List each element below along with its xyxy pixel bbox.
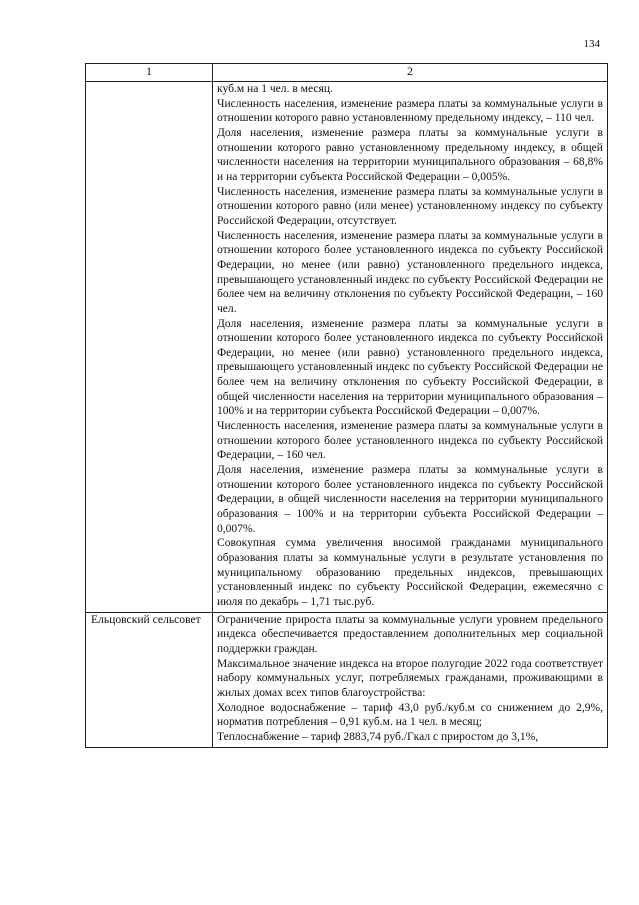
table-header-row: [86, 64, 608, 82]
paragraph: Максимальное значение индекса на второе полугодие 2022 года соответствует набору коммунальных услуг, потребляемых гражданами, проживающими в жилых домах всех типов благоустройства:: [217, 657, 603, 699]
paragraph: Совокупная сумма увеличения вносимой гражданами муниципального образования платы за коммунальные услуги в результате установления по муниципальному образованию предельных индексов, превышающих установленный индекс по субъекту Российской Федерации, ежемесячно с июля по декабрь – 1,71 тыс.руб.: [217, 537, 603, 608]
municipality-cell: Ельцовский сельсовет: [86, 612, 213, 747]
table-row: [86, 82, 608, 613]
column-header-2: 2: [213, 64, 608, 82]
paragraph: Численность населения, изменение размера платы за коммунальные услуги в отношении которого более установленного индекса по субъекту Российской Федерации, – 160 чел.: [217, 420, 603, 462]
table-row: [86, 612, 608, 747]
municipality-cell: [86, 82, 213, 613]
page-number: 134: [583, 38, 600, 50]
paragraph: Численность населения, изменение размера платы за коммунальные услуги в отношении которого равно установленному предельному индексу, – 110 чел.: [217, 97, 603, 125]
description-cell: [213, 612, 608, 747]
paragraph: Численность населения, изменение размера платы за коммунальные услуги в отношении которого более установленного индекса по субъекту Российской Федерации, но менее (или равно) установленного предельного индекса, превышающего установленный индекс по субъекту Российской Федерации не более чем на величину отклонения по субъекту Российской Федерации, – 160 чел.: [217, 229, 603, 315]
paragraph: Доля населения, изменение размера платы за коммунальные услуги в отношении которого более установленного индекса по субъекту Российской Федерации, в общей численности населения на территории муниципального образования – 100% и на территории субъекта Российской Федерации – 0,007%.: [217, 464, 603, 535]
paragraph: куб.м на 1 чел. в месяц.: [217, 83, 333, 95]
document-table: [85, 63, 608, 748]
description-cell: [213, 82, 608, 613]
paragraph: Ограничение прироста платы за коммунальные услуги уровнем предельного индекса обеспечивается предоставлением дополнительных мер социальной поддержки граждан.: [217, 613, 603, 655]
paragraph: Теплоснабжение – тариф 2883,74 руб./Гкал с приростом до 3,1%,: [217, 730, 539, 743]
paragraph: Холодное водоснабжение – тариф 43,0 руб./куб.м со снижением до 2,9%, норматив потребления – 0,91 куб.м. на 1 чел. в месяц;: [217, 701, 603, 729]
paragraph: Доля населения, изменение размера платы за коммунальные услуги в отношении которого равно установленному предельному индексу, в общей численности населения на территории муниципального образования – 68,8% и на территории субъекта Российской Федерации – 0,005%.: [217, 126, 603, 183]
paragraph: Численность населения, изменение размера платы за коммунальные услуги в отношении которого равно (или менее) установленному индексу по субъекту Российской Федерации, отсутствует.: [217, 185, 603, 227]
paragraph: Доля населения, изменение размера платы за коммунальные услуги в отношении которого более установленного индекса по субъекту Российской Федерации, но менее (или равно) установленного предельного индекса, превышающего установленный индекс по субъекту Российской Федерации не более чем на величину отклонения по субъекту Российской Федерации, в общей численности населения на территории муниципального образования – 100% и на территории субъекта Российской Федерации – 0,007%.: [217, 317, 603, 418]
column-header-1: 1: [86, 64, 213, 82]
